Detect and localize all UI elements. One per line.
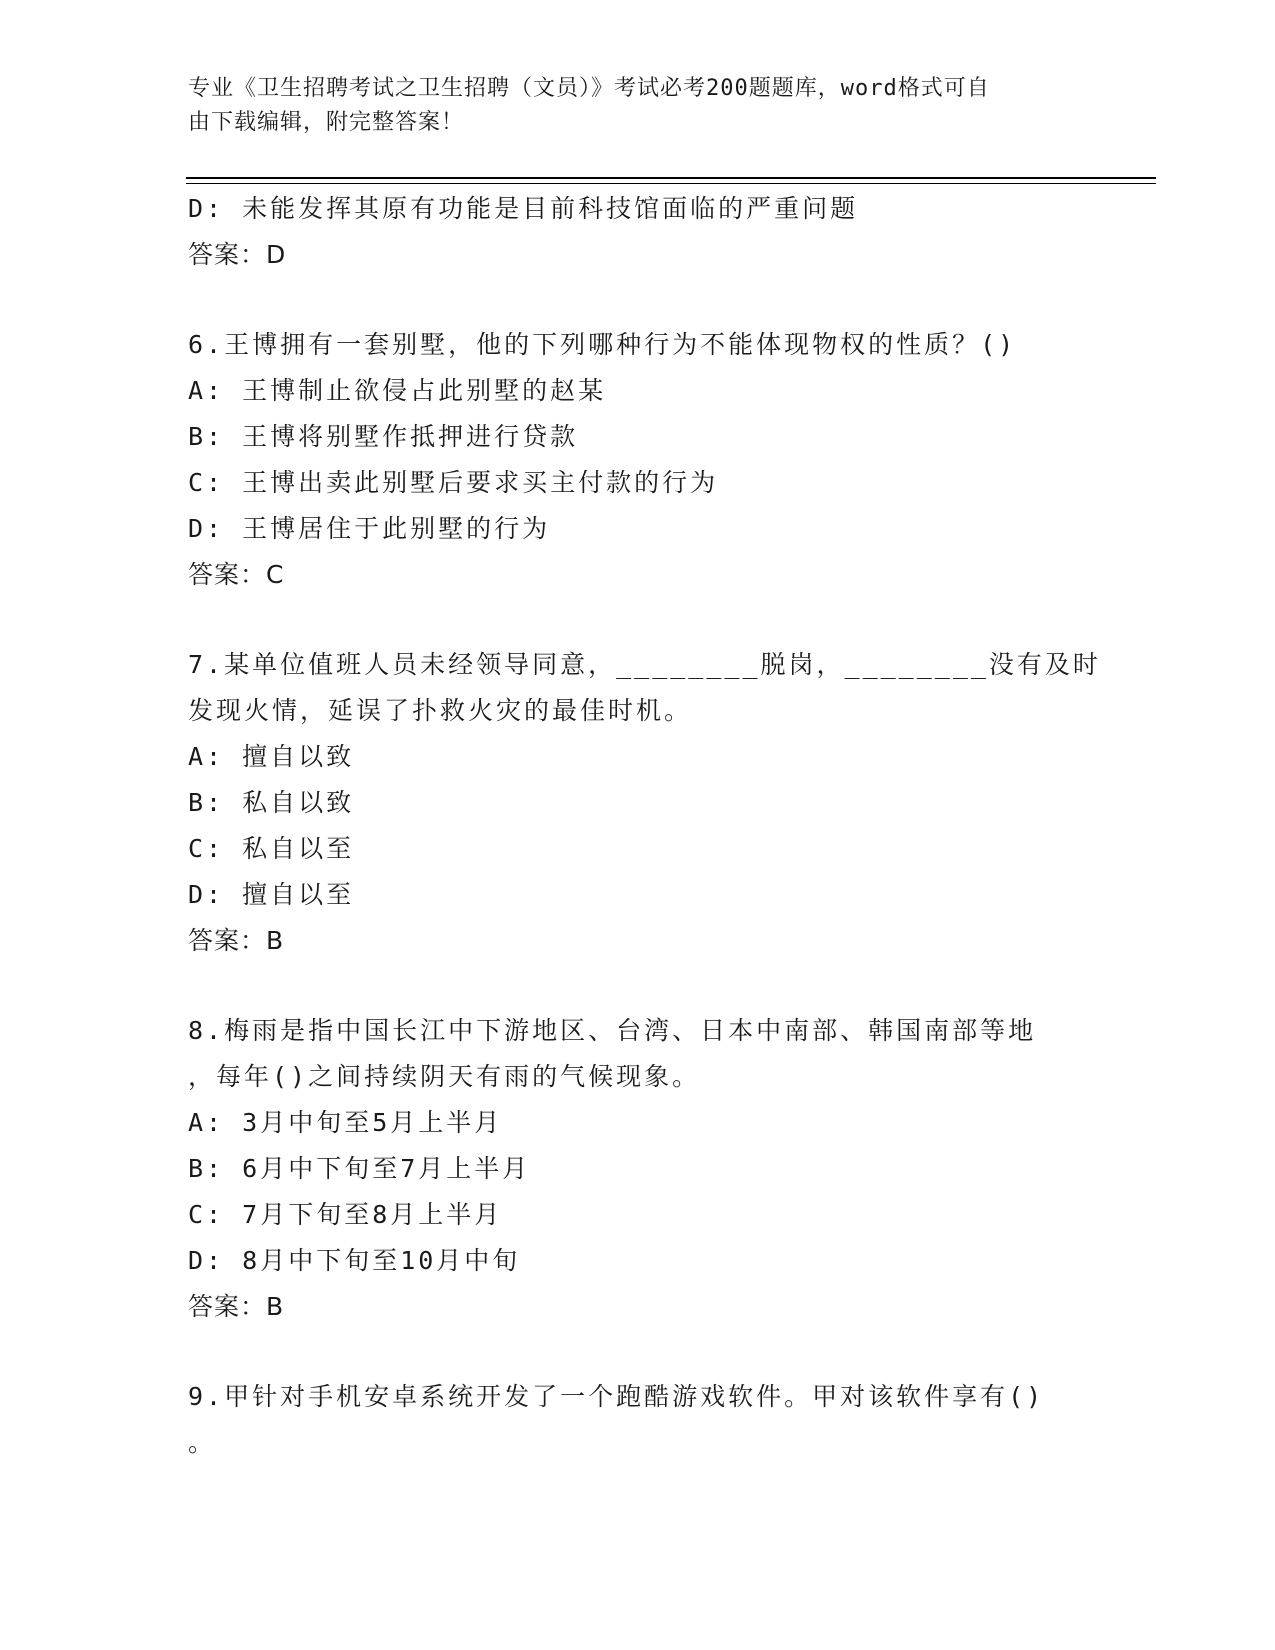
option-c: C: 7月下旬至8月上半月 [188,1200,503,1229]
option-d: D: 8月中下旬至10月中旬 [188,1246,521,1275]
spacer [188,598,1088,642]
option-a: A: 王博制止欲侵占此别墅的赵某 [188,376,607,405]
option-c: C: 王博出卖此别墅后要求买主付款的行为 [188,468,719,497]
header-divider-thick [186,177,1156,179]
option-b: B: 6月中下旬至7月上半月 [188,1154,531,1183]
option-a: A: 擅自以致 [188,742,355,771]
option-d: D: 擅自以至 [188,880,355,909]
option-c: C: 私自以至 [188,834,355,863]
question-7 [188,642,1101,964]
header-line-1: 专业《卫生招聘考试之卫生招聘（文员）》考试必考200题题库，word格式可自 [188,76,990,101]
option-a: A: 3月中旬至5月上半月 [188,1108,503,1137]
answer-line: 答案：D [188,240,287,269]
question-8 [188,1008,1088,1330]
answer-line: 答案：B [188,1292,285,1321]
document-header [188,72,1068,140]
question-text: 7.某单位值班人员未经领导同意，________脱岗，________没有及时 [188,650,1101,679]
option-d: D: 未能发挥其原有功能是目前科技馆面临的严重问题 [188,194,859,223]
spacer [188,1330,1088,1374]
question-text-continued: 发现火情，延误了扑救火灾的最佳时机。 [188,696,693,725]
spacer [188,964,1088,1008]
question-text: 6.王博拥有一套别墅，他的下列哪种行为不能体现物权的性质？() [188,330,1017,359]
header-line-2: 由下载编辑，附完整答案！ [188,110,465,135]
question-text-continued: ，每年()之间持续阴天有雨的气候现象。 [188,1062,701,1091]
question-5-tail [188,186,1088,278]
question-text-continued: 。 [188,1428,217,1457]
question-text: 8.梅雨是指中国长江中下游地区、台湾、日本中南部、韩国南部等地 [188,1016,1037,1045]
option-b: B: 王博将别墅作抵押进行贷款 [188,422,579,451]
answer-line: 答案：B [188,926,285,955]
document-body [188,186,1101,1466]
header-divider-thin [186,183,1156,184]
option-d: D: 王博居住于此别墅的行为 [188,514,551,543]
question-text: 9.甲针对手机安卓系统开发了一个跑酷游戏软件。甲对该软件享有() [188,1382,1045,1411]
spacer [188,278,1088,322]
question-6 [188,322,1088,598]
question-9 [188,1374,1088,1466]
option-b: B: 私自以致 [188,788,355,817]
answer-line: 答案：C [188,560,285,589]
